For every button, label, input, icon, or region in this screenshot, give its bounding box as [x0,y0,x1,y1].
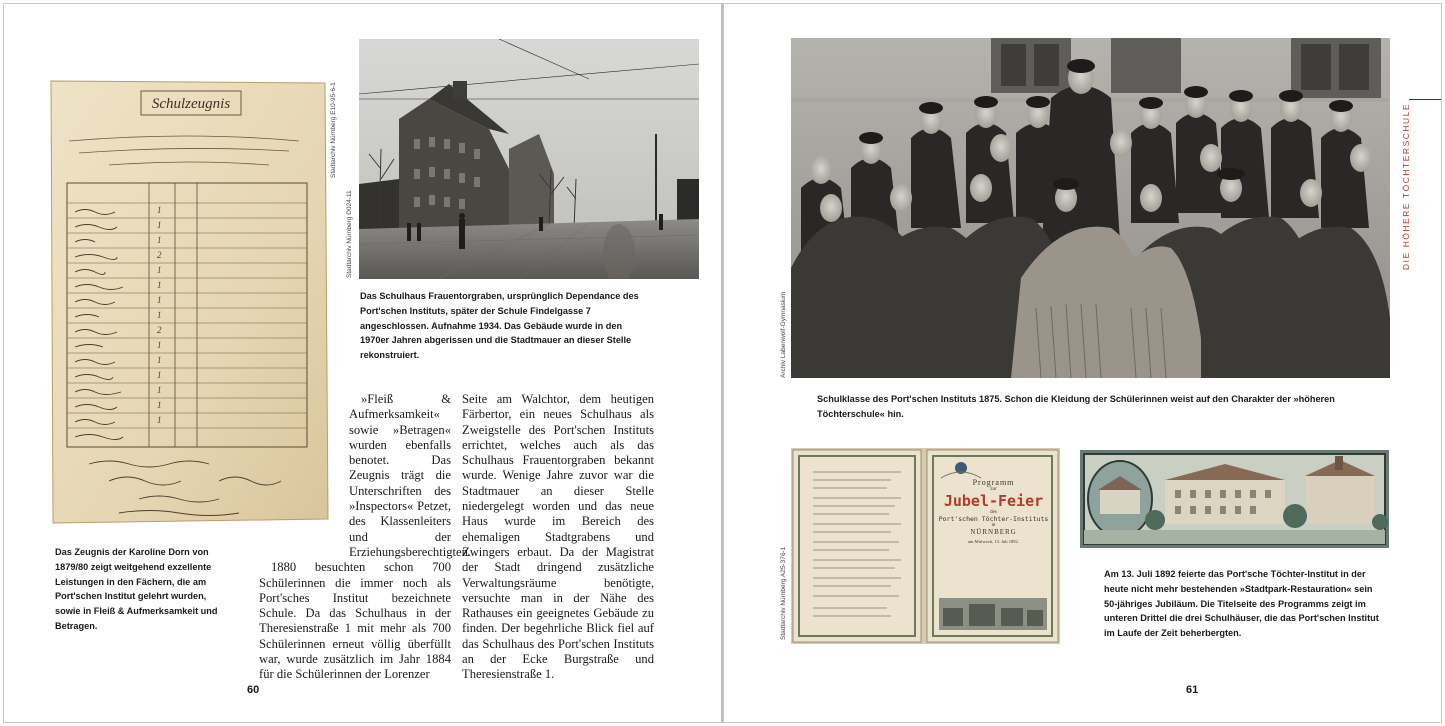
programme-caption: Am 13. Juli 1892 feierte das Port'sche Töchter-Institut in der heute nicht mehr bestehenden »Stadtpark-Restauration« sein 50-jähriges Jubiläum. Die Titelseite des Programms zeigt im unteren Drittel die drei Schulhäuser, die das Port'schen Institut im Laufe der Zeit beherbergten. [1104,569,1379,639]
svg-text:1: 1 [157,295,162,305]
class-photo-credit: Archiv Labenwolf-Gymnasium [780,291,787,378]
svg-text:1: 1 [157,235,162,245]
schoolhouse-frauentorgraben-photo [359,39,699,279]
programme-institute: Port'schen Töchter-Instituts [938,515,1049,523]
class-photo-caption: Schulklasse des Port'schen Instituts 1875. Schon die Kleidung der Schülerinnen weist auf den Charakter der »höheren Töchterschule« hin. [817,394,1335,419]
street-photo-caption: Das Schulhaus Frauentorgraben, ursprünglich Dependance des Port'schen Instituts, später der Schule Findelgasse 7 angeschlossen. Aufnahme 1934. Das Gebäude wurde in den 1970er Jahren abgerissen und die Stadtmauer an dieser Stelle rekonstruiert. [360,291,639,361]
page-number-left: 60 [247,684,260,696]
book-spine [721,3,723,723]
body-text-column-2: Seite am Walchtor, dem heutigen Färbertor, ein neues Schulhaus als Zweigstelle des Port'schen Instituts errichtet, welches auch als das Schulhaus Frauentorgraben bekannt wurde. Wenige Jahre zuvor war die Stadtmauer an dieser Stelle niedergelegt worden und das neue Haus wurde im Bereich des ehemaligen Stadtgrabens und Zwingers erbaut. Da der Magistrat der Stadt dringend zusätzliche Verwaltungsräume benötigte, versuchte man in der Nähe des Rathauses ein geeignetes Gebäude zu finden. Der begehrliche Blick fiel auf das Schulhaus des Port'schen Instituts an der Ecke Burgstraße und Theresienstraße 1. [462,392,654,682]
street-photo-credit: Stadtarchiv Nürnberg E10-95-6-1 [330,82,337,178]
svg-text:1: 1 [157,370,162,380]
page-number-right: 61 [1186,684,1199,696]
svg-text:1: 1 [157,400,162,410]
jubilee-programme-image [791,448,1060,644]
running-head [1401,100,1415,270]
svg-text:1: 1 [157,355,162,365]
school-certificate-image [49,79,329,525]
street-photo-credit-secondary: Stadtarchiv Nürnberg D024-11 [346,190,353,278]
programme-date: am Mittwoch, 13. Juli 1892. [968,539,1019,544]
svg-text:1: 1 [157,385,162,395]
svg-text:1: 1 [157,265,162,275]
svg-text:1: 1 [157,415,162,425]
programme-city: NÜRNBERG [970,528,1017,536]
programme-title-zur: zur [990,487,997,492]
svg-text:1: 1 [157,220,162,230]
programme-credit: Stadtarchiv Nürnberg A25-376-1 [780,546,787,640]
certificate-caption: Das Zeugnis der Karoline Dorn von 1879/80 zeigt weitgehend exzellente Leistungen in den Fächern, die am Port'schen Institut gelehrt wurden, sowie in Fleiß & Aufmerksamkeit und Betragen. [55,547,218,631]
body-paragraph-1: »Fleiß & Aufmerksamkeit« sowie »Betragen« wurden ebenfalls benotet. Das Zeugnis trägt die Unterschriften des »Inspectors« Petzet, des Klassenleiters und der Erziehungsberechtigten. [349,392,472,559]
certificate-heading: Schulzeugnis [151,96,231,112]
body-paragraph-2: 1880 besuchten schon 700 Schülerinnen die immer noch als Port'sches Institut bezeichnete Schule. Da das Schulhaus in der Theresienstraße 1 mit mehr als 700 Schülerinnen erneut völlig überfüllt war, wurde zusätzlich im Jahr 1884 für die Schülerinnen der Lorenzer [259,560,451,682]
svg-text:2: 2 [157,325,162,335]
svg-text:2: 2 [157,250,162,260]
svg-text:1: 1 [157,310,162,320]
programme-title-des: des [990,510,997,515]
svg-text:1: 1 [157,280,162,290]
svg-text:1: 1 [157,340,162,350]
programme-city-pre: in [991,523,996,528]
programme-title-block [931,478,1056,544]
programme-title-big: Jubel-Feier [943,492,1044,510]
programme-title-small: Programm [972,478,1015,487]
body-text-column-1 [259,392,472,683]
svg-text:1: 1 [157,205,162,215]
stadtpark-restauration-vignette [1080,450,1389,548]
school-class-1875-photo [791,38,1390,378]
running-head-text: DIE HÖHERE TÖCHTERSCHULE [1401,102,1411,270]
